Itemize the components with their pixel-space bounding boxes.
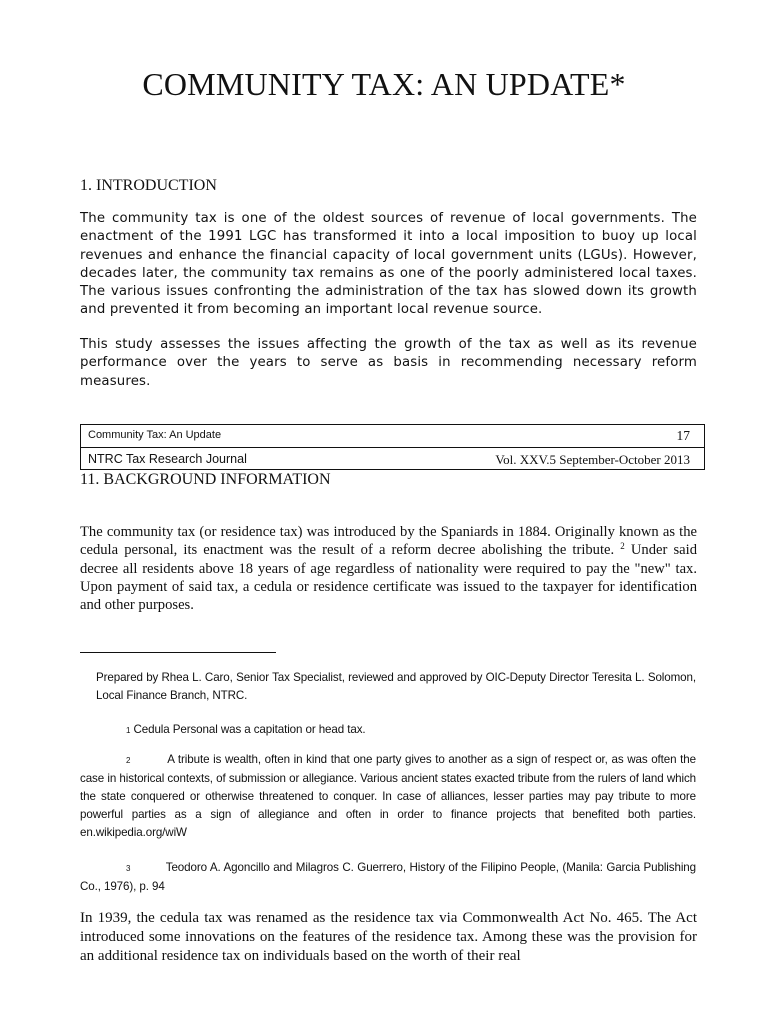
- background-text-a: The community tax (or residence tax) was introduced by the Spaniards in 1884. Originally known as the cedula personal, its enactment was the result of a reform decree abolishing the tribute.: [80, 524, 697, 559]
- intro-paragraph-1: The community tax is one of the oldest sources of revenue of local governments. The enactment of the 1991 LGC has transformed it into a local imposition to buoy up local revenues and enhance the financial capacity of local government units (LGUs). However, decades later, the community tax remains as one of the poorly administered local taxes. The various issues confronting the administration of the tax has slowed down its growth and prevented it from becoming an important local revenue source.: [80, 211, 697, 318]
- background-heading: 11. BACKGROUND INFORMATION: [80, 471, 331, 488]
- background-paragraph-1: [80, 523, 697, 614]
- background-text-b: Under said decree all residents above 18 years of age regardless of nationality were required to pay the "new" tax. Upon payment of said tax, a cedula or residence certificate was issued to the taxpayer for identification and other purposes.: [80, 542, 697, 614]
- page-number: 17: [676, 428, 690, 443]
- intro-paragraph-2: This study assesses the issues affecting the growth of the tax as well as its revenue performance over the years to serve as basis in recommending necessary reform measures.: [80, 337, 697, 389]
- footnote-3-text: Teodoro A. Agoncillo and Milagros C. Guerrero, History of the Filipino People, (Manila: Garcia Publishing Co., 1976), p. 94: [80, 861, 696, 893]
- page-footer: [80, 424, 705, 470]
- intro-heading: 1. INTRODUCTION: [80, 177, 217, 194]
- continuation-paragraph: In 1939, the cedula tax was renamed as the residence tax via Commonwealth Act No. 465. The Act introduced some innovations on the features of the residence tax. Among these was the provision for an additional residence tax on individuals based on the worth of their real: [80, 910, 697, 964]
- footnote-prepared-by: Prepared by Rhea L. Caro, Senior Tax Specialist, reviewed and approved by OIC-Deputy Director Teresita L. Solomon, Local Finance Branch, NTRC.: [96, 671, 696, 702]
- footer-volume: Vol. XXV.5 September-October 2013: [495, 452, 690, 467]
- footnote-2-text: A tribute is wealth, often in kind that one party gives to another as a sign of respect or, as was often the case in historical contexts, of submission or allegiance. Various ancient states exacted tribute from the rulers of land which the state conquered or otherwise threatened to conquer. In case of alliances, lesser parties may pay tribute to more powerful parties as a sign of allegiance and often in order to finance projects that benefited both parties. en.wikipedia.org/wiW: [80, 753, 696, 839]
- footnote-ref-2: 2: [620, 541, 625, 552]
- footnote-1-text: Cedula Personal was a capitation or head tax.: [133, 723, 366, 736]
- footnote-1-mark: 1: [126, 726, 131, 735]
- footnote-separator: [80, 652, 276, 653]
- document-title: COMMUNITY TAX: AN UPDATE*: [142, 66, 626, 102]
- footer-row-bottom: [81, 448, 704, 470]
- footnote-1: [126, 721, 696, 740]
- footnote-2: [80, 751, 696, 842]
- footnote-2-mark: 2: [126, 756, 131, 765]
- footnote-3-mark: 3: [126, 864, 131, 873]
- footer-journal-name: NTRC Tax Research Journal: [88, 452, 247, 466]
- footer-row-top: [81, 425, 704, 448]
- footnote-3: [80, 859, 696, 896]
- footer-article-title: Community Tax: An Update: [88, 429, 222, 441]
